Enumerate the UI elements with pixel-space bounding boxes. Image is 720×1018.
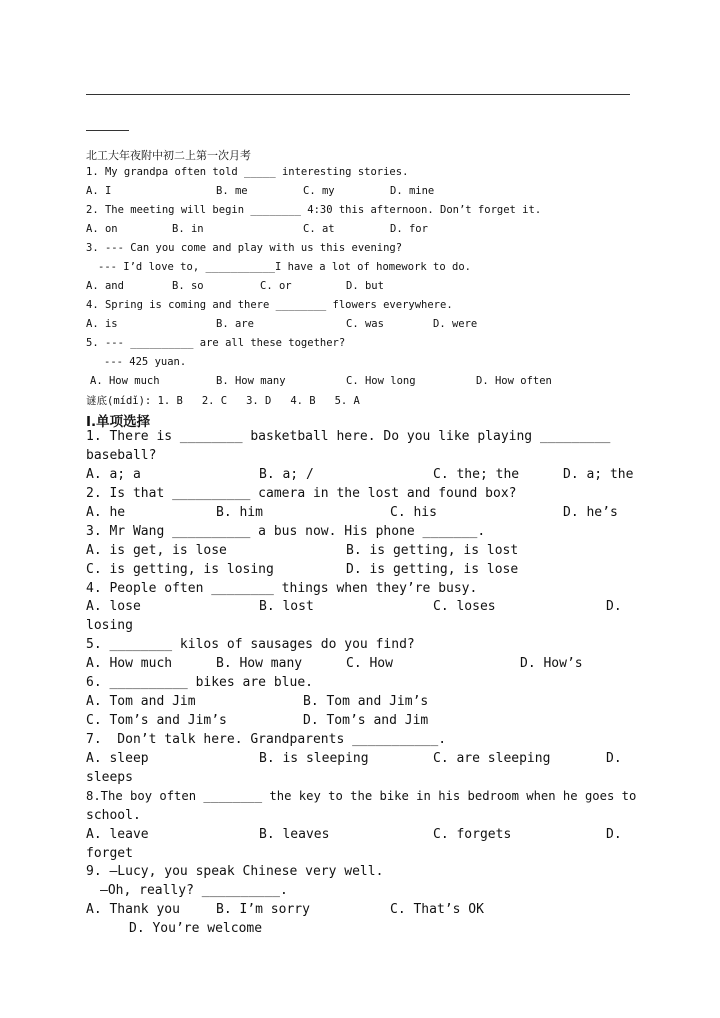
p2-q7-d-text: sleeps <box>86 770 133 785</box>
p2-q2-stem: 2. Is that __________ camera in the lost and found box? <box>86 486 517 501</box>
section-title: Ⅰ.单项选择 <box>86 414 151 430</box>
p2-q3-d: D. is getting, is lose <box>346 562 519 577</box>
p2-q1-c: C. the; the <box>433 467 520 482</box>
p2-q7-c: C. are sleeping <box>433 751 551 766</box>
p1-answers: 谜底(mídǐ): 1. B 2. C 3. D 4. B 5. A <box>86 395 360 407</box>
p2-q8-stem2: school. <box>86 808 141 823</box>
p2-q1-a: A. a; a <box>86 467 141 482</box>
p2-q5-d: D. How’s <box>520 656 583 671</box>
p2-q7-a: A. sleep <box>86 751 149 766</box>
p2-q1-stem: 1. There is ________ basketball here. Do you like playing _________ <box>86 429 611 444</box>
p2-q3-stem: 3. Mr Wang __________ a bus now. His phone _______. <box>86 524 486 539</box>
short-rule <box>86 130 129 131</box>
p2-q2-a: A. he <box>86 505 126 520</box>
p2-q3-c: C. is getting, is losing <box>86 562 274 577</box>
top-rule <box>86 94 630 95</box>
p2-q6-stem: 6. __________ bikes are blue. <box>86 675 313 690</box>
p1-q5-stem: 5. --- __________ are all these together? <box>86 337 346 349</box>
p1-q2-c: C. at <box>303 223 335 235</box>
p1-q4-d: D. were <box>433 318 478 330</box>
p1-q5-a: A. How much <box>90 375 160 387</box>
p1-q3-d: D. but <box>346 280 384 292</box>
p2-q7-stem: 7. Don’t talk here. Grandparents ___________. <box>86 732 447 747</box>
p1-q4-c: C. was <box>346 318 384 330</box>
p2-q7-b: B. is sleeping <box>259 751 369 766</box>
p2-q9-a: A. Thank you <box>86 902 180 917</box>
p2-q6-b: B. Tom and Jim’s <box>303 694 429 709</box>
p2-q9-stem2: —Oh, really? __________. <box>100 883 288 898</box>
p2-q4-d-text: losing <box>86 618 133 633</box>
p1-q2-stem: 2. The meeting will begin ________ 4:30 this afternoon. Don’t forget it. <box>86 204 542 216</box>
p2-q7-d: D. <box>606 751 622 766</box>
p2-q8-a: A. leave <box>86 827 149 842</box>
p2-q1-stem2: baseball? <box>86 448 157 463</box>
p2-q4-b: B. lost <box>259 599 314 614</box>
p1-q5-stem2: --- 425 yuan. <box>104 356 187 368</box>
p1-q3-c: C. or <box>260 280 292 292</box>
p1-q3-stem: 3. --- Can you come and play with us this evening? <box>86 242 403 254</box>
p2-q6-d: D. Tom’s and Jim <box>303 713 429 728</box>
p1-q1-d: D. mine <box>390 185 435 197</box>
p1-q1-b: B. me <box>216 185 248 197</box>
p2-q4-d: D. <box>606 599 622 614</box>
p2-q8-d: D. <box>606 827 622 842</box>
p2-q4-c: C. loses <box>433 599 496 614</box>
p1-q1-stem: 1. My grandpa often told _____ interesting stories. <box>86 166 409 178</box>
p2-q6-c: C. Tom’s and Jim’s <box>86 713 227 728</box>
p2-q1-b: B. a; / <box>259 467 314 482</box>
p2-q5-b: B. How many <box>216 656 303 671</box>
p1-q2-d: D. for <box>390 223 428 235</box>
p2-q4-stem: 4. People often ________ things when they’re busy. <box>86 581 478 596</box>
p1-q2-a: A. on <box>86 223 118 235</box>
p2-q2-c: C. his <box>390 505 437 520</box>
p2-q4-a: A. lose <box>86 599 141 614</box>
p1-q3-stem2: --- I’d love to, ___________I have a lot of homework to do. <box>98 261 471 273</box>
p1-q2-b: B. in <box>172 223 204 235</box>
p2-q9-c: C. That’s OK <box>390 902 484 917</box>
p2-q2-d: D. he’s <box>563 505 618 520</box>
p1-q1-a: A. I <box>86 185 112 197</box>
p2-q2-b: B. him <box>216 505 263 520</box>
p2-q1-d: D. a; the <box>563 467 634 482</box>
p1-q3-a: A. and <box>86 280 124 292</box>
p2-q5-stem: 5. ________ kilos of sausages do you find? <box>86 637 415 652</box>
p1-q4-a: A. is <box>86 318 118 330</box>
p1-q3-b: B. so <box>172 280 204 292</box>
p2-q8-b: B. leaves <box>259 827 330 842</box>
p1-q4-b: B. are <box>216 318 254 330</box>
p2-q8-stem: 8.The boy often ________ the key to the bike in his bedroom when he goes to <box>86 789 637 803</box>
p2-q3-b: B. is getting, is lost <box>346 543 519 558</box>
p2-q5-c: C. How <box>346 656 393 671</box>
exam-title: 北工大年夜附中初二上第一次月考 <box>86 149 251 162</box>
p1-q5-b: B. How many <box>216 375 286 387</box>
p2-q9-stem: 9. —Lucy, you speak Chinese very well. <box>86 864 384 879</box>
p1-q5-d: D. How often <box>476 375 552 387</box>
p1-q1-c: C. my <box>303 185 335 197</box>
p2-q8-d-text: forget <box>86 846 133 861</box>
p1-q4-stem: 4. Spring is coming and there ________ flowers everywhere. <box>86 299 453 311</box>
p1-q5-c: C. How long <box>346 375 416 387</box>
p2-q9-d: D. You’re welcome <box>129 921 263 936</box>
p2-q6-a: A. Tom and Jim <box>86 694 196 709</box>
p2-q5-a: A. How much <box>86 656 173 671</box>
p2-q9-b: B. I’m sorry <box>216 902 310 917</box>
p2-q3-a: A. is get, is lose <box>86 543 227 558</box>
p2-q8-c: C. forgets <box>433 827 512 842</box>
